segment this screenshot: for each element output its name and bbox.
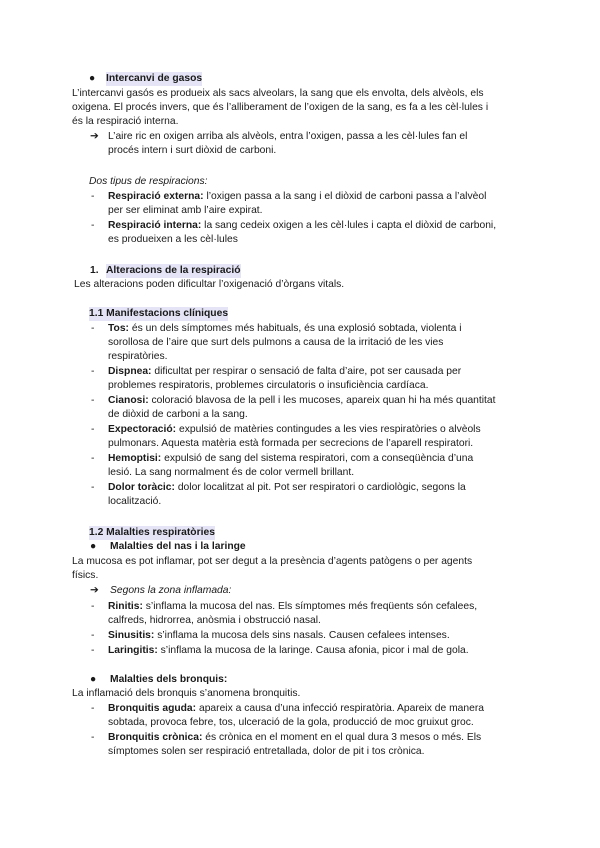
dash-marker: - bbox=[91, 220, 95, 231]
dash-marker: - bbox=[91, 366, 95, 377]
definition: l’oxigen passa a la sang i el diòxid de carboni passa a l’alvèol bbox=[206, 191, 487, 202]
term: Cianosi: bbox=[108, 395, 149, 406]
definition: coloració blavosa de la pell i les mucoses, apareix quan hi ha més quantitat bbox=[151, 395, 496, 406]
definition: expulsió de sang del sistema respiratori, com a conseqüència d’una bbox=[164, 453, 474, 464]
dash-marker: - bbox=[91, 424, 95, 435]
term: Hemoptisi: bbox=[108, 453, 162, 464]
list-item bbox=[108, 644, 469, 658]
subsection-heading-clinical: 1.1 Manifestacions clíniques bbox=[89, 308, 229, 319]
paragraph-line: La inflamació dels bronquis s’anomena bronquitis. bbox=[72, 688, 301, 699]
definition: s’inflama la mucosa dels sins nasals. Causen cefalees intenses. bbox=[157, 630, 450, 641]
list-item-continuation: sobtada, provoca febre, tos, ulceració de la gola, producció de moc gruixut groc. bbox=[108, 717, 474, 728]
term: Dispnea: bbox=[108, 366, 152, 377]
list-item bbox=[108, 629, 450, 643]
definition: apareix a causa d’una infecció respiratòria. Apareix de manera bbox=[198, 703, 485, 714]
definition: s’inflama la mucosa de la laringe. Causa afonia, picor i mal de gola. bbox=[160, 645, 469, 656]
subsection-heading-diseases: 1.2 Malalties respiratòries bbox=[89, 527, 215, 538]
dash-marker: - bbox=[91, 601, 95, 612]
arrow-item-line: procés intern i surt diòxid de carboni. bbox=[108, 145, 277, 156]
dash-marker: - bbox=[91, 482, 95, 493]
list-item-continuation: sorollosa de l’aire que surt dels pulmons a causa de la irritació de les vies bbox=[108, 337, 444, 348]
list-item bbox=[108, 702, 484, 716]
list-item-continuation: pulmonars. Aquesta matèria està formada per secrecions de l’aparell respiratori. bbox=[108, 438, 474, 449]
term: Respiració interna: bbox=[108, 220, 202, 231]
dash-marker: - bbox=[91, 395, 95, 406]
list-item bbox=[108, 190, 486, 204]
dash-marker: - bbox=[91, 645, 95, 656]
definition: és crònica en el moment en el qual dura 3 mesos o més. Els bbox=[205, 732, 482, 743]
term: Bronquitis crònica: bbox=[108, 732, 203, 743]
dash-marker: - bbox=[91, 323, 95, 334]
definition: dolor localitzat al pit. Pot ser respiratori o cardiològic, segons la bbox=[177, 482, 466, 493]
list-item-continuation: es produeixen a les cèl·lules bbox=[108, 234, 238, 245]
topic-heading-bronchi: Malalties dels bronquis: bbox=[110, 674, 228, 685]
list-item bbox=[108, 600, 477, 614]
term: Bronquitis aguda: bbox=[108, 703, 197, 714]
arrow-item-line: Segons la zona inflamada: bbox=[110, 585, 232, 596]
term: Respiració externa: bbox=[108, 191, 204, 202]
list-item-continuation: localització. bbox=[108, 496, 162, 507]
arrow-icon: ➔ bbox=[90, 585, 99, 596]
term: Dolor toràcic: bbox=[108, 482, 175, 493]
term: Tos: bbox=[108, 323, 129, 334]
list-item bbox=[108, 394, 496, 408]
section-heading-gas-exchange: Intercanvi de gasos bbox=[106, 73, 203, 84]
arrow-icon: ➔ bbox=[90, 131, 99, 142]
paragraph-line: Les alteracions poden dificultar l’oxigenació d’òrgans vitals. bbox=[74, 279, 345, 290]
paragraph-line: físics. bbox=[72, 570, 99, 581]
definition: la sang cedeix oxigen a les cèl·lules i capta el diòxid de carboni, bbox=[204, 220, 497, 231]
arrow-item-line: L’aire ric en oxigen arriba als alvèols, entra l’oxigen, passa a les cèl·lules fan el bbox=[108, 131, 468, 142]
list-item bbox=[108, 219, 496, 233]
list-item bbox=[108, 322, 462, 336]
paragraph-line: La mucosa es pot inflamar, pot ser degut a la presència d’agents patògens o per agents bbox=[72, 556, 473, 567]
section-number: 1. bbox=[90, 265, 99, 276]
paragraph-line: oxigena. El procés invers, que és l’alliberament de l’oxigen de la sang, es fa a les cèl·lules i bbox=[72, 102, 489, 113]
bullet-icon: ● bbox=[90, 674, 97, 685]
topic-heading-nose-larynx: Malalties del nas i la laringe bbox=[110, 541, 246, 552]
dash-marker: - bbox=[91, 191, 95, 202]
dash-marker: - bbox=[91, 703, 95, 714]
list-item bbox=[108, 365, 461, 379]
paragraph-line: és la respiració interna. bbox=[72, 116, 179, 127]
term: Expectoració: bbox=[108, 424, 177, 435]
section-heading-alterations: Alteracions de la respiració bbox=[106, 265, 241, 276]
list-item-continuation: calfreds, hidrorrea, anòsmia i obstrucció nasal. bbox=[108, 615, 321, 626]
definition: expulsió de matèries contingudes a les vies respiratòries o alvèols bbox=[178, 424, 481, 435]
term: Rinitis: bbox=[108, 601, 143, 612]
paragraph-line: L’intercanvi gasós es produeix als sacs alveolars, la sang que els envolta, dels alvèols, els bbox=[72, 88, 484, 99]
list-item-continuation: lesió. La sang normalment és de color vermell brillant. bbox=[108, 467, 355, 478]
definition: és un dels símptomes més habituals, és una explosió sobtada, violenta i bbox=[131, 323, 462, 334]
list-item bbox=[108, 731, 481, 745]
definition: dificultat per respirar o sensació de falta d’aire, pot ser causada per bbox=[154, 366, 462, 377]
list-item-continuation: per ser eliminat amb l’aire expirat. bbox=[108, 205, 263, 216]
bullet-icon: ● bbox=[90, 541, 97, 552]
dash-marker: - bbox=[91, 453, 95, 464]
list-item bbox=[108, 423, 481, 437]
list-item bbox=[108, 452, 473, 466]
list-item-continuation: de diòxid de carboni a la sang. bbox=[108, 409, 248, 420]
list-item bbox=[108, 481, 466, 495]
list-item-continuation: problemes respiratoris, problemes circulatoris o insuficiència cardíaca. bbox=[108, 380, 429, 391]
term: Laringitis: bbox=[108, 645, 158, 656]
dash-marker: - bbox=[91, 630, 95, 641]
bullet-icon: ● bbox=[89, 73, 96, 84]
definition: s’inflama la mucosa del nas. Els símptomes més freqüents són cefalees, bbox=[145, 601, 478, 612]
term: Sinusitis: bbox=[108, 630, 155, 641]
list-item-continuation: símptomes solen ser respiració entretallada, dolor de pit i tos crònica. bbox=[108, 746, 425, 757]
list-item-continuation: respiratòries. bbox=[108, 351, 168, 362]
dash-marker: - bbox=[91, 732, 95, 743]
types-heading: Dos tipus de respiracions: bbox=[89, 176, 208, 187]
